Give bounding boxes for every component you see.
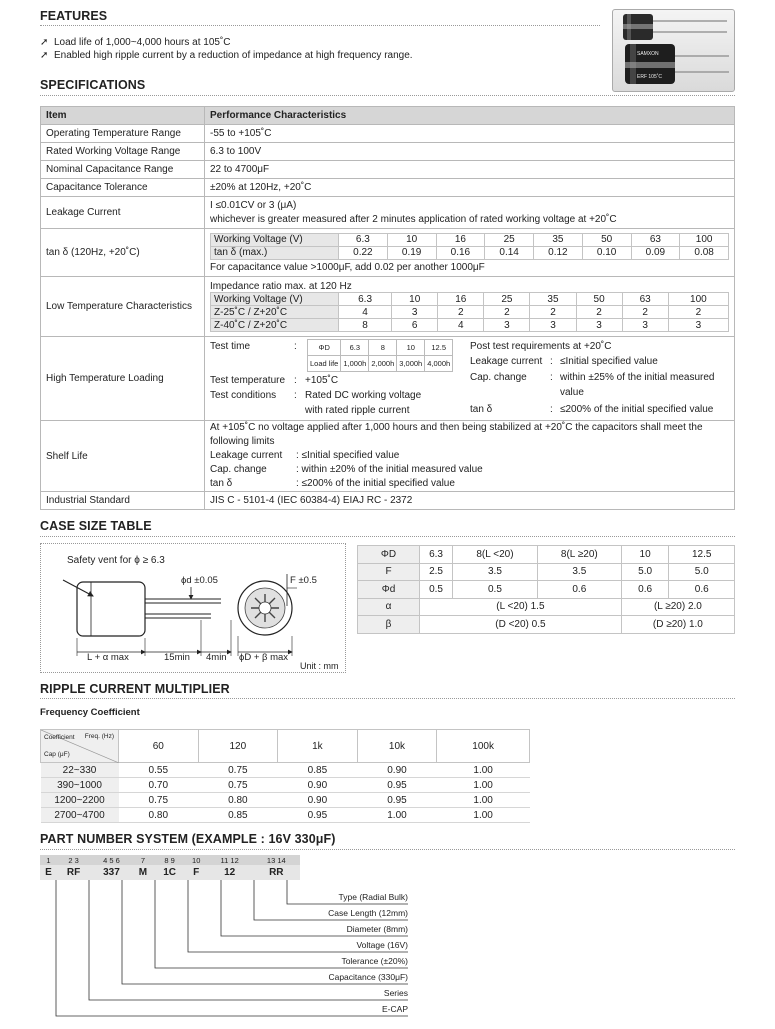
table-cell: 5.0 — [669, 563, 735, 581]
table-row: Shelf Life At +105˚C no voltage applied after 1,000 hours and then being stabilized at +20˚C the capacitors shall meet the following limits Leakage current : ≤Initial specified value Cap. change : within ±20% of the initial measured value tan δ : ≤200% of the initial specified value — [41, 421, 735, 492]
table-cell: 10 — [186, 855, 207, 865]
part-number-label: Voltage (16V) — [356, 940, 408, 950]
table-cell: 0.75 — [198, 778, 278, 793]
ripple-subtitle: Frequency Coefficient — [40, 707, 140, 718]
table-row — [41, 808, 530, 823]
part-number-label: Series — [383, 988, 408, 998]
table-cell: 0.70 — [119, 778, 199, 793]
table-cell: Working Voltage (V) — [211, 293, 339, 306]
table-cell: 1.00 — [437, 778, 530, 793]
table-row — [211, 306, 729, 319]
table-cell: 1.00 — [437, 808, 530, 823]
table-cell: 0.85 — [278, 763, 358, 778]
table-cell: 0.08 — [680, 246, 729, 259]
table-cell: 3 — [392, 306, 438, 319]
frequency-header: 10k — [357, 730, 437, 763]
table-row — [41, 763, 530, 778]
table-row: tan δ (120Hz, +20˚C) Working Voltage (V) 6.3 10 16 25 35 50 63 100 tan δ (max.) 0.22 0.19 0.16 0.14 0.12 0.10 0.09 0.08 For capacitance value >1000μF, add 0.02 per another 1000μF — [41, 229, 735, 277]
table-cell: 4,000h — [425, 355, 453, 371]
part-number-label: Capacitance (330μF) — [328, 972, 408, 982]
table-cell: 0.6 — [669, 581, 735, 599]
svg-text:SAMXON: SAMXON — [637, 51, 659, 57]
table-cell: 12.5 — [669, 546, 735, 564]
table-cell: 0.6 — [537, 581, 621, 599]
part-number-title: PART NUMBER SYSTEM (EXAMPLE : 16V 330μF) — [40, 832, 336, 846]
svg-text:ERF 105˚C: ERF 105˚C — [637, 74, 663, 80]
table-cell: 7 — [132, 855, 153, 865]
capacitor-image-icon — [613, 10, 735, 92]
table-cell: 1200~2200 — [41, 793, 119, 808]
table-cell: 1C — [153, 865, 185, 880]
table-cell: tan δ (max.) — [211, 246, 339, 259]
table-cell: F — [186, 865, 207, 880]
table-cell: 63 — [631, 233, 680, 246]
table-cell: 6.3 — [420, 546, 453, 564]
table-cell: 3 — [622, 319, 668, 332]
arrow-icon: ➚ — [40, 50, 49, 61]
table-cell: 0.95 — [357, 793, 437, 808]
table-cell: ΦD — [358, 546, 420, 564]
table-cell: 2 3 — [57, 855, 91, 865]
table-row: Operating Temperature Range -55 to +105˚C — [41, 125, 735, 143]
table-row: High Temperature Loading Test time : ΦD 6.3 8 10 12.5 Load life 1,000h 2,000h 3,000h 4,000h Test temperature : +105˚C Test conditions : Rated DC working voltage with rated ripple current Post test requirements at +20˚C Leakage current : ≤Initial specified value Cap. change : within ±25% of the initial measured value tan δ : ≤200% of the initial specified value — [41, 337, 735, 421]
table-cell: 3,000h — [397, 355, 425, 371]
diameter-label: ϕD + β max — [239, 652, 289, 663]
table-cell: 0.90 — [278, 778, 358, 793]
table-cell: 4 — [339, 306, 392, 319]
table-cell: 0.95 — [357, 778, 437, 793]
table-cell: E — [40, 865, 57, 880]
specifications-title: SPECIFICATIONS — [40, 78, 146, 92]
load-life-table — [307, 339, 453, 372]
table-cell: 0.6 — [621, 581, 669, 599]
table-cell: Z-40˚C / Z+20˚C — [211, 319, 339, 332]
table-row: Rated Working Voltage Range 6.3 to 100V — [41, 143, 735, 161]
frequency-header: 1k — [278, 730, 358, 763]
case-size-diagram — [40, 543, 346, 673]
table-cell: 0.80 — [198, 793, 278, 808]
spec-header-item: Item — [41, 107, 205, 125]
table-cell: 3 — [484, 319, 530, 332]
table-cell: 1.00 — [357, 808, 437, 823]
table-cell: 16 — [438, 293, 484, 306]
table-cell: 10 — [397, 339, 425, 355]
table-cell: 3.5 — [537, 563, 621, 581]
part-number-label: E-CAP — [382, 1004, 408, 1014]
frequency-header: 120 — [198, 730, 278, 763]
table-row — [211, 246, 729, 259]
table-row — [211, 319, 729, 332]
table-cell: 0.19 — [387, 246, 436, 259]
table-cell: 0.16 — [436, 246, 485, 259]
table-cell: 8 — [369, 339, 397, 355]
lead-spacing-label: F ±0.5 — [290, 575, 317, 586]
table-row: Capacitance Tolerance ±20% at 120Hz, +20˚C — [41, 179, 735, 197]
arrow-icon: ➚ — [40, 37, 49, 48]
part-number-label: Type (Radial Bulk) — [338, 892, 408, 902]
table-cell: 2 — [530, 306, 576, 319]
table-cell: 6 — [392, 319, 438, 332]
table-cell: 0.09 — [631, 246, 680, 259]
safety-vent-label: Safety vent for ϕ ≥ 6.3 — [67, 555, 165, 566]
position-row — [40, 855, 300, 865]
table-cell: 0.5 — [453, 581, 538, 599]
unit-label: Unit : mm — [300, 661, 339, 671]
table-cell: 2 — [576, 306, 622, 319]
table-cell: 3 — [668, 319, 728, 332]
part-number-label: Diameter (8mm) — [346, 924, 408, 934]
table-cell: 2 — [622, 306, 668, 319]
table-cell: RR — [253, 865, 300, 880]
table-row: Low Temperature Characteristics Impedance ratio max. at 120 Hz Working Voltage (V) 6.3 10 16 25 35 50 63 100 Z-25˚C / Z+20˚C 4 3 2 2 2 2 2 2 Z-40˚C / Z+20˚C 8 6 4 3 3 3 3 3 — [41, 277, 735, 337]
table-row — [358, 563, 735, 581]
table-cell: 13 14 — [253, 855, 300, 865]
frequency-header: 100k — [437, 730, 530, 763]
table-cell: 10 — [621, 546, 669, 564]
table-cell: Load life — [308, 355, 341, 371]
table-cell: 11 12 — [207, 855, 253, 865]
length-label: L + α max — [87, 652, 129, 663]
table-cell: Working Voltage (V) — [211, 233, 339, 246]
table-cell: 12.5 — [425, 339, 453, 355]
table-cell: 3 — [530, 319, 576, 332]
spec-header-performance: Performance Characteristics — [205, 107, 735, 125]
table-cell: 0.10 — [582, 246, 631, 259]
table-cell: 50 — [582, 233, 631, 246]
part-number-label: Case Length (12mm) — [328, 908, 408, 918]
table-row: β (D <20) 0.5 (D ≥20) 1.0 — [358, 616, 735, 634]
lead-diameter-label: ϕd ±0.05 — [181, 575, 218, 586]
table-cell: 5.0 — [621, 563, 669, 581]
table-cell: 4 — [438, 319, 484, 332]
table-cell: 10 — [392, 293, 438, 306]
table-cell: 2 — [484, 306, 530, 319]
table-cell: 8(L <20) — [453, 546, 538, 564]
table-cell: 3.5 — [453, 563, 538, 581]
table-header-row — [41, 730, 530, 763]
table-cell: 50 — [576, 293, 622, 306]
table-cell: 1,000h — [341, 355, 369, 371]
table-cell: 1.00 — [437, 793, 530, 808]
table-cell: 63 — [622, 293, 668, 306]
features-list — [40, 36, 413, 62]
high-temp-block: Test time : ΦD 6.3 8 10 12.5 Load life 1,000h 2,000h 3,000h 4,000h Test temperature : +105˚C Test conditions : Rated DC working voltage with rated ripple current Post test requirements at +20˚C Leakage current : ≤Initial specified value Cap. change : within ±25% of the initial measured value tan δ : ≤200% of the initial specified value — [210, 340, 715, 416]
table-cell: 3 — [576, 319, 622, 332]
table-row — [211, 293, 729, 306]
table-cell: 0.55 — [119, 763, 199, 778]
table-row — [41, 793, 530, 808]
table-cell: RF — [57, 865, 91, 880]
product-photo — [612, 9, 735, 92]
table-cell: 1 — [40, 855, 57, 865]
table-cell: 0.90 — [278, 793, 358, 808]
table-cell: 12 — [207, 865, 253, 880]
table-cell: 22~330 — [41, 763, 119, 778]
table-cell: 8(L ≥20) — [537, 546, 621, 564]
table-cell: 0.22 — [339, 246, 388, 259]
specifications-table — [40, 106, 735, 510]
table-cell: 6.3 — [339, 233, 388, 246]
table-row: α (L <20) 1.5 (L ≥20) 2.0 — [358, 598, 735, 616]
table-cell: 25 — [484, 293, 530, 306]
table-cell: 2,000h — [369, 355, 397, 371]
ripple-title: RIPPLE CURRENT MULTIPLIER — [40, 682, 230, 696]
features-title: FEATURES — [40, 9, 108, 23]
table-row — [358, 581, 735, 599]
table-cell: Z-25˚C / Z+20˚C — [211, 306, 339, 319]
table-cell: 35 — [534, 233, 583, 246]
feature-item: ➚ Load life of 1,000~4,000 hours at 105˚C — [40, 37, 231, 48]
table-cell: Φd — [358, 581, 420, 599]
table-cell: 0.12 — [534, 246, 583, 259]
table-cell: 0.75 — [119, 793, 199, 808]
tan-delta-table — [210, 233, 729, 260]
ripple-corner-cell: Coefficient Freq. (Hz) Cap (μF) — [41, 730, 119, 763]
table-row: Leakage Current I ≤0.01CV or 3 (μA) whichever is greater measured after 2 minutes application of rated working voltage at +20˚C — [41, 197, 735, 229]
table-cell: 6.3 — [339, 293, 392, 306]
table-cell: 100 — [680, 233, 729, 246]
table-cell: 2 — [438, 306, 484, 319]
table-cell: F — [358, 563, 420, 581]
table-cell: 2.5 — [420, 563, 453, 581]
low-temp-table — [210, 292, 729, 332]
case-size-title: CASE SIZE TABLE — [40, 519, 152, 533]
table-cell: 35 — [530, 293, 576, 306]
table-cell: 0.14 — [485, 246, 534, 259]
table-row — [308, 339, 453, 355]
table-cell: 0.90 — [357, 763, 437, 778]
table-cell: 390~1000 — [41, 778, 119, 793]
part-number-table — [40, 855, 300, 880]
table-cell: 0.95 — [278, 808, 358, 823]
feature-item: ➚ Enabled high ripple current by a reduction of impedance at high frequency range. — [40, 50, 413, 61]
table-cell: 0.5 — [420, 581, 453, 599]
lead-4min-label: 4min — [206, 652, 227, 663]
table-cell: 16 — [436, 233, 485, 246]
table-cell: ΦD — [308, 339, 341, 355]
table-cell: 1.00 — [437, 763, 530, 778]
table-row — [358, 546, 735, 564]
table-row: Industrial Standard JIS C - 5101-4 (IEC 60384-4) EIAJ RC - 2372 — [41, 492, 735, 510]
table-row — [211, 233, 729, 246]
frequency-header: 60 — [119, 730, 199, 763]
code-row — [40, 865, 300, 880]
table-cell: 2 — [668, 306, 728, 319]
table-cell: 4 5 6 — [90, 855, 132, 865]
table-cell: 6.3 — [341, 339, 369, 355]
table-cell: 10 — [387, 233, 436, 246]
lead-15min-label: 15min — [164, 652, 190, 663]
part-number-label: Tolerance (±20%) — [341, 956, 408, 966]
table-cell: 8 9 — [153, 855, 185, 865]
table-cell: 8 — [339, 319, 392, 332]
table-cell: 0.85 — [198, 808, 278, 823]
table-cell: 0.80 — [119, 808, 199, 823]
case-size-table — [357, 545, 735, 634]
table-row — [308, 355, 453, 371]
table-row — [41, 778, 530, 793]
table-cell: 2700~4700 — [41, 808, 119, 823]
table-cell: 0.75 — [198, 763, 278, 778]
table-cell: 100 — [668, 293, 728, 306]
table-cell: 25 — [485, 233, 534, 246]
ripple-table — [40, 729, 530, 823]
table-cell: M — [132, 865, 153, 880]
table-row: Nominal Capacitance Range 22 to 4700μF — [41, 161, 735, 179]
table-cell: 337 — [90, 865, 132, 880]
